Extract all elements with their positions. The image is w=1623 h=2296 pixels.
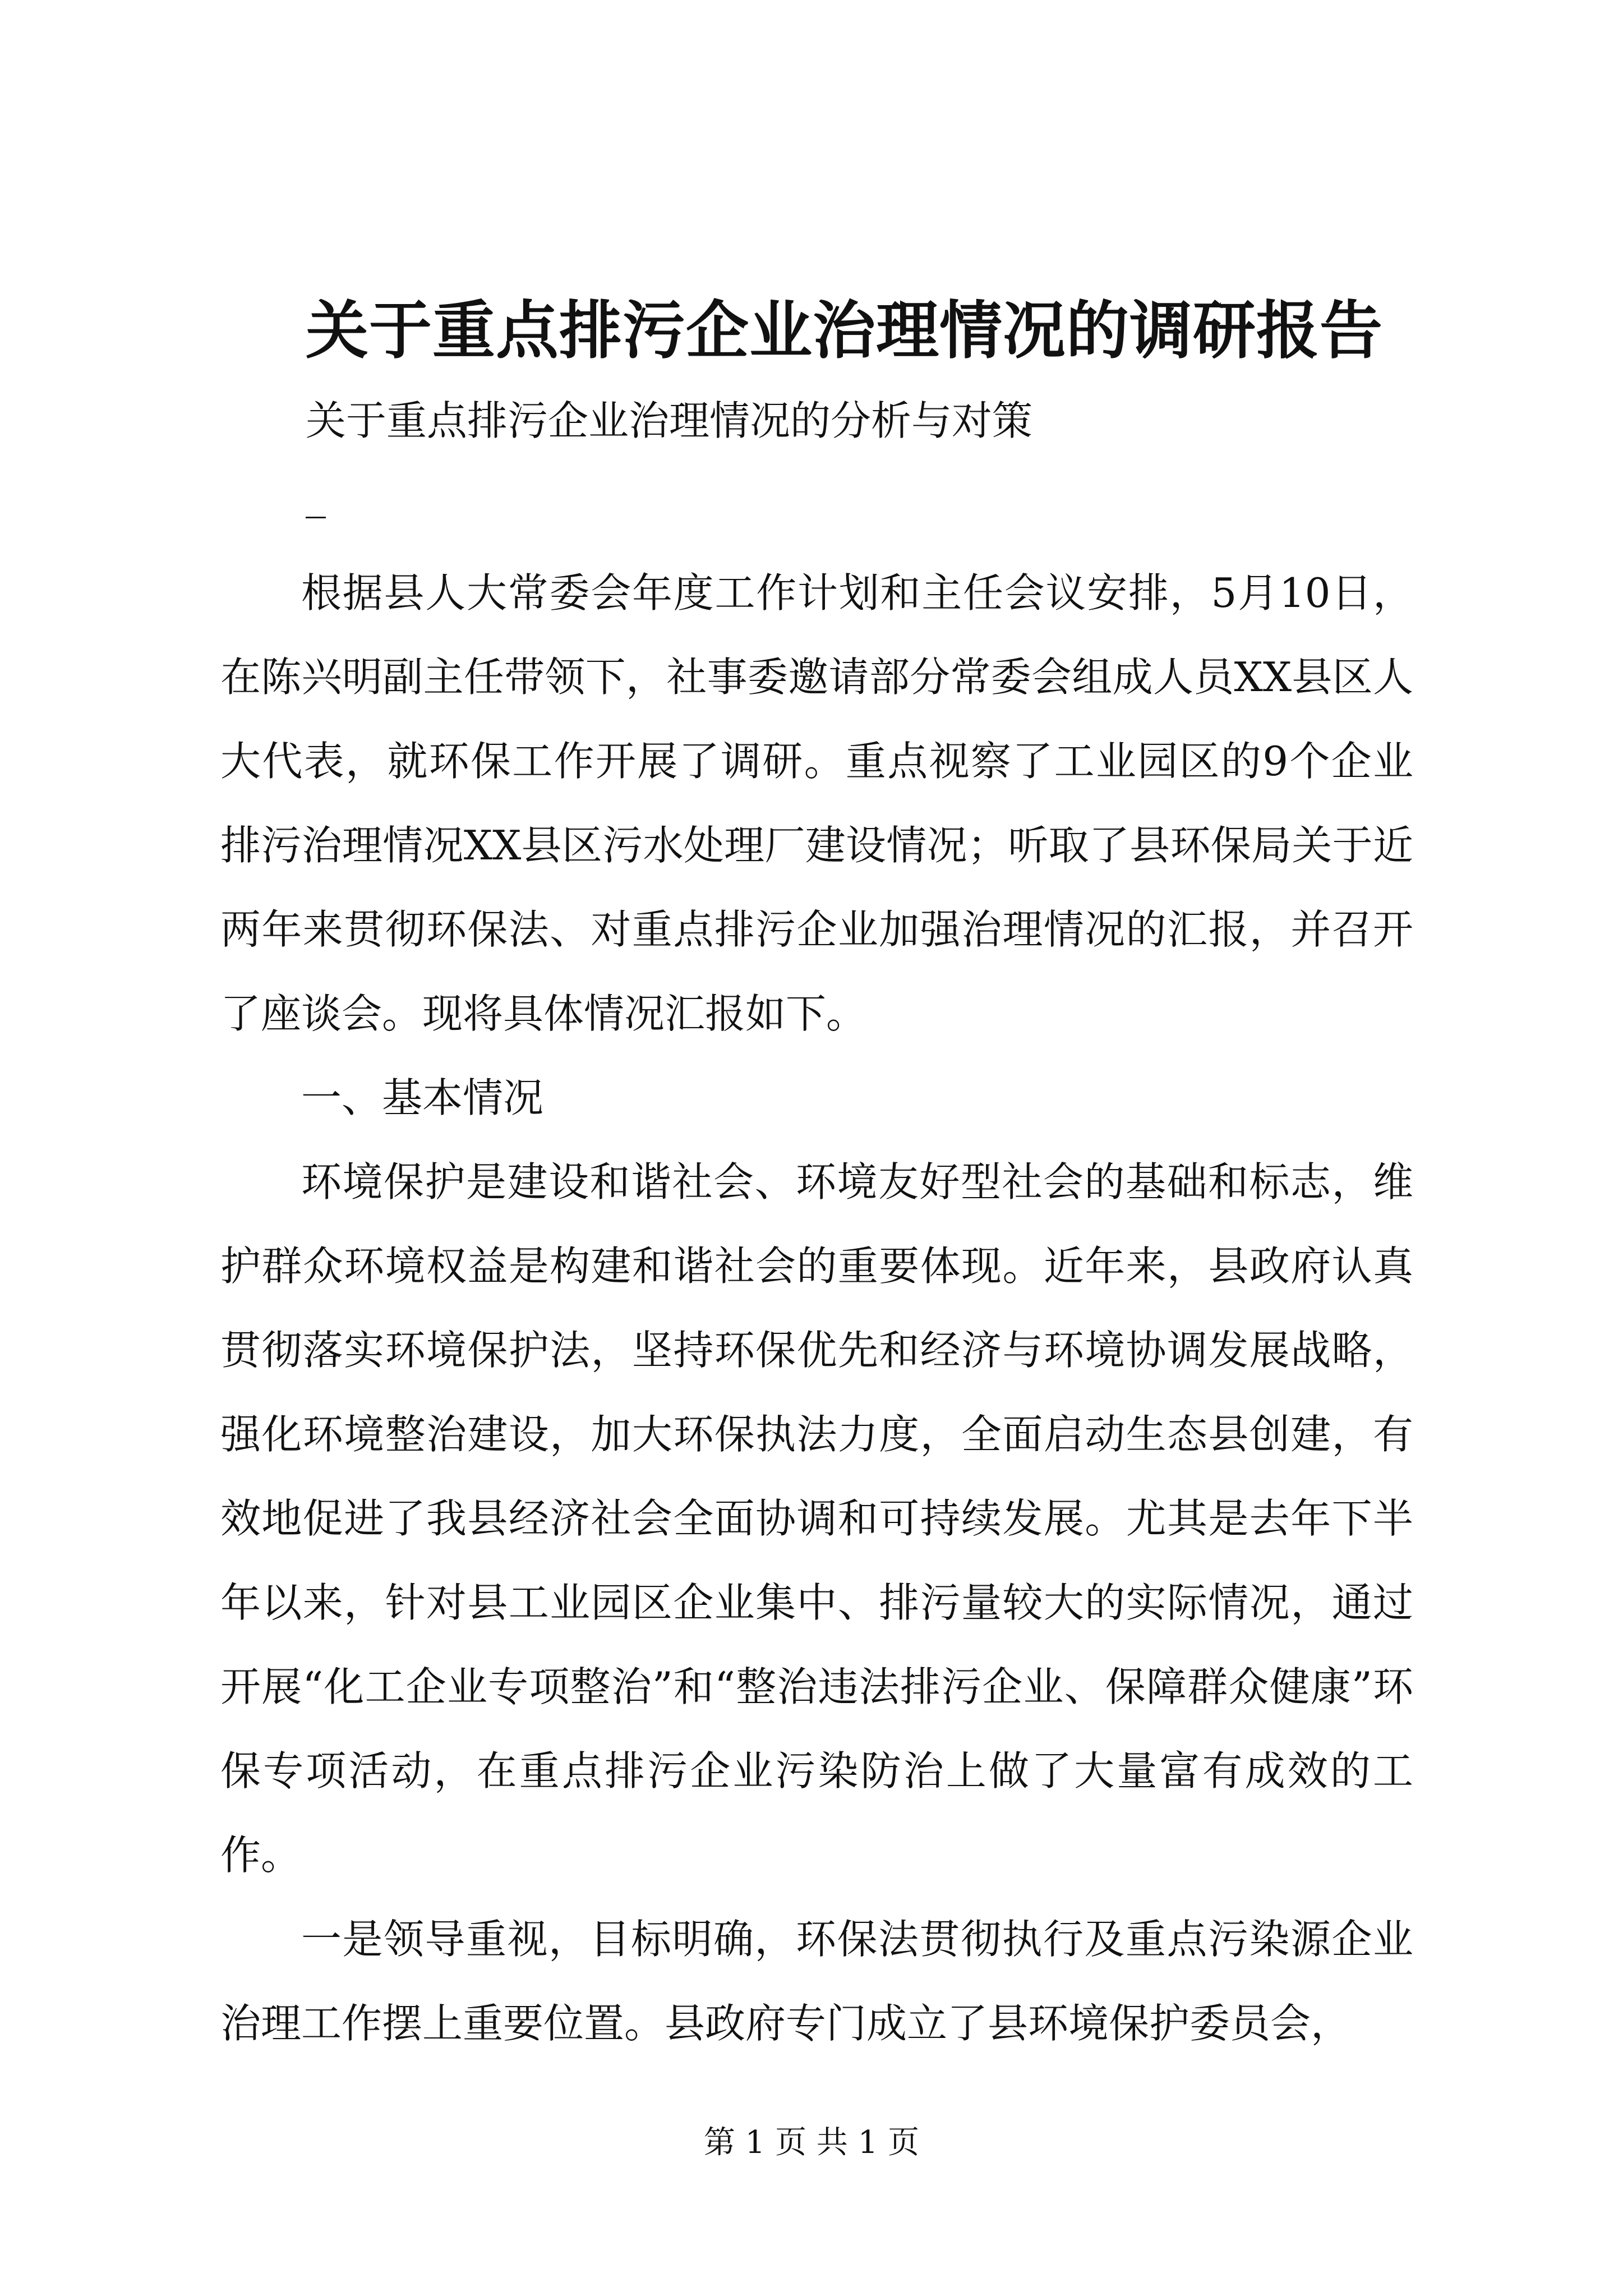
document-title: 关于重点排污企业治理情况的调研报告 [306,294,1383,367]
section-heading-basic-situation: 一、基本情况 [301,1074,544,1121]
document-subtitle: 关于重点排污企业治理情况的分析与对策 [306,397,1033,444]
paragraph-intro: 根据县人大常委会年度工作计划和主任会议安排，5月10日，在陈兴明副主任带领下，社事委邀请部分常委会组成人员XX县区人大代表，就环保工作开展了调研。重点视察了工业园区的9个企业排污治理情况XX县区污水处理厂建设情况；听取了县环保局关于近两年来贯彻环保法、对重点排污企业加强治理情况的汇报，并召开了座谈会。现将具体情况汇报如下。 [220,569,1413,1037]
separator-dash: _ [306,471,326,518]
document-body [220,551,1413,2065]
page-footer: 第 1 页 共 1 页 [703,2124,920,2161]
paragraph-environment-protection: 环境保护是建设和谐社会、环境友好型社会的基础和标志，维护群众环境权益是构建和谐社会的重要体现。近年来，县政府认真贯彻落实环境保护法，坚持环保优先和经济与环境协调发展战略，强化环境整治建设，加大环保执法力度，全面启动生态县创建，有效地促进了我县经济社会全面协调和可持续发展。尤其是去年下半年以来，针对县工业园区企业集中、排污量较大的实际情况，通过开展“化工企业专项整治”和“整治违法排污企业、保障群众健康”环保专项活动，在重点排污企业污染防治上做了大量富有成效的工作。 [220,1158,1413,1879]
paragraph-leadership: 一是领导重视，目标明确，环保法贯彻执行及重点污染源企业治理工作摆上重要位置。县政府专门成立了县环境保护委员会， [220,1916,1413,2047]
